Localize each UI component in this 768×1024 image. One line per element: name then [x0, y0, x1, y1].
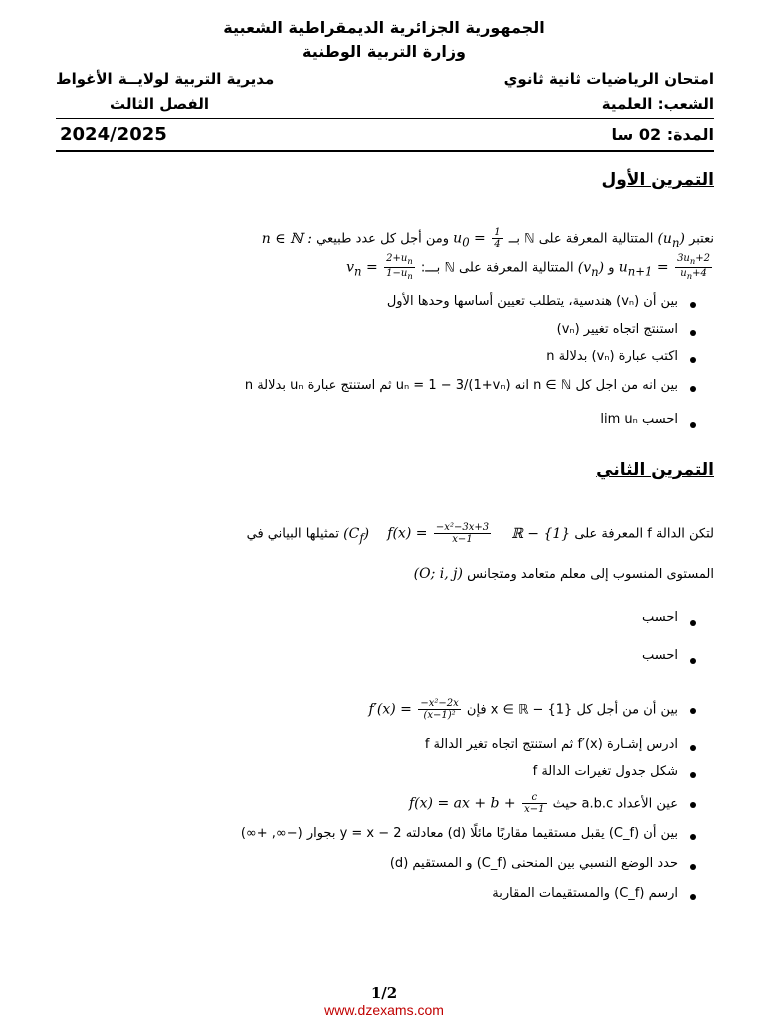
ex2-item-2	[642, 648, 678, 663]
ex2-item-3	[369, 698, 678, 721]
bullet	[690, 772, 696, 778]
bullet	[690, 386, 696, 392]
curve-notation: $(C_f)$	[343, 525, 370, 545]
ex2-intro2: المستوى المنسوب إلى معلم متعامد ومتجانس	[467, 567, 714, 582]
exercise1-title: التمرين الأول	[601, 170, 714, 190]
bullet	[690, 802, 696, 808]
ex2-item-9: ارسم (C_f) والمستقيمات المقاربة	[492, 886, 678, 901]
ex2-item-6-text: عين الأعداد a.b.c حيث	[552, 796, 678, 812]
u0-definition: $u_0$ = $\frac{1}{4}$	[453, 227, 501, 250]
ex2-item-1	[642, 610, 678, 625]
bullet	[690, 745, 696, 751]
ex1-item-4: بين انه من اجل كل n ∈ ℕ انه uₙ = 1 − 3/(1+vₙ) ثم استنتج عبارة uₙ بدلالة n	[244, 378, 678, 393]
domain-set: ℝ − {1}	[511, 525, 571, 542]
ex2-item-8: حدد الوضع النسبي بين المنحنى (C_f) و المستقيم (d)	[389, 856, 678, 871]
ex1-intro-c: ومن أجل كل عدد طبيعي	[316, 231, 450, 247]
ex1-item-5	[600, 412, 678, 427]
n-in-N: n ∈ ℕ :	[261, 230, 312, 247]
ex2-item-2-text: احسب	[641, 648, 678, 663]
function-definition: f(x) = $\frac{\text{−x²−3x+3}}{x-1}$	[387, 522, 490, 545]
website-url[interactable]: www.dzexams.com	[324, 1002, 444, 1018]
bullet	[690, 834, 696, 840]
bullet	[690, 708, 696, 714]
header-divider-1	[56, 118, 714, 119]
v-n-definition: $v_n$ = $\frac{2+u_n}{1-u_n}$	[346, 253, 413, 281]
directorate: مديرية التربية لولايــة الأغواط	[56, 70, 275, 88]
recurrence-formula: $u_{n+1}$ = $\frac{3u_n+2}{u_n+4}$	[618, 253, 710, 281]
derivative-formula: f′(x) = $\frac{\text{−x²−2x}}{\text{(x−1)²}}$	[368, 698, 459, 721]
frame-notation: (O; i, j)	[413, 566, 463, 582]
bullet	[690, 330, 696, 336]
duration: المدة: 02 سا	[611, 125, 714, 144]
ex2-item-6	[409, 792, 678, 815]
header-divider-2	[56, 150, 714, 152]
ex2-item-3-text: بين أن من أجل كل x ∈ ℝ − {1} فإن	[466, 702, 678, 718]
ex1-item-2: استنتج اتجاه تغيير (vₙ)	[556, 322, 678, 337]
bullet	[690, 894, 696, 900]
stream: الشعب: العلمية	[601, 95, 714, 113]
ex1-item-3: اكتب عبارة (vₙ) بدلالة n	[546, 349, 678, 364]
exercise2-intro-line2	[414, 566, 714, 582]
v-n-notation: $(v_n)$	[577, 259, 605, 279]
exercise2-intro-line1	[56, 522, 714, 545]
ex2-intro-a: لتكن الدالة f المعرفة على	[574, 526, 714, 542]
ex2-item-5: شكل جدول تغيرات الدالة f	[532, 764, 678, 779]
ex1-intro-a: نعتبر	[689, 231, 714, 247]
bullet	[690, 357, 696, 363]
decomposition-formula: f(x) = ax + b + $\frac{c}{x-1}$	[409, 792, 545, 815]
bullet	[690, 620, 696, 626]
ex1-item-1: بين أن (vₙ) هندسية، يتطلب تعيين أساسها وحدها الأول	[386, 294, 678, 309]
bullet	[690, 864, 696, 870]
ex1-intro-b: المتتالية المعرفة على ℕ بــ	[508, 231, 654, 247]
ex1-intro2-b: المتتالية المعرفة على ℕ بـــ:	[420, 260, 574, 276]
ministry-title: وزارة التربية الوطنية	[301, 42, 466, 61]
exercise1-intro-line2	[56, 253, 714, 282]
ex2-intro-b: تمثيلها البياني في	[246, 526, 340, 542]
ex1-and: و	[608, 260, 615, 276]
ex2-item-7: بين أن (C_f) يقبل مستقيما مقاربًا مائلًا (d) معادلته y = x − 2 بجوار (−∞, +∞)	[240, 826, 678, 841]
school-year: 2024/2025	[60, 124, 167, 145]
ex2-item-4: ادرس إشـارة f′(x) ثم استنتج اتجاه تغير الدالة f	[424, 737, 678, 752]
bullet	[690, 422, 696, 428]
republic-title: الجمهورية الجزائرية الديمقراطية الشعبية	[223, 18, 545, 37]
ex1-item-5-text: احسب lim uₙ	[600, 412, 678, 427]
bullet	[690, 658, 696, 664]
exam-title: امتحان الرياضيات ثانية ثانوي	[503, 70, 714, 88]
u-n-notation: $(u_n)$	[657, 230, 685, 250]
page-number: 1/2	[370, 984, 398, 1002]
term: الفصل الثالث	[110, 95, 210, 113]
exercise1-intro-line1	[56, 227, 714, 250]
bullet	[690, 302, 696, 308]
exercise2-title: التمرين الثاني	[596, 460, 714, 480]
ex2-item-1-text: احسب	[641, 610, 678, 625]
